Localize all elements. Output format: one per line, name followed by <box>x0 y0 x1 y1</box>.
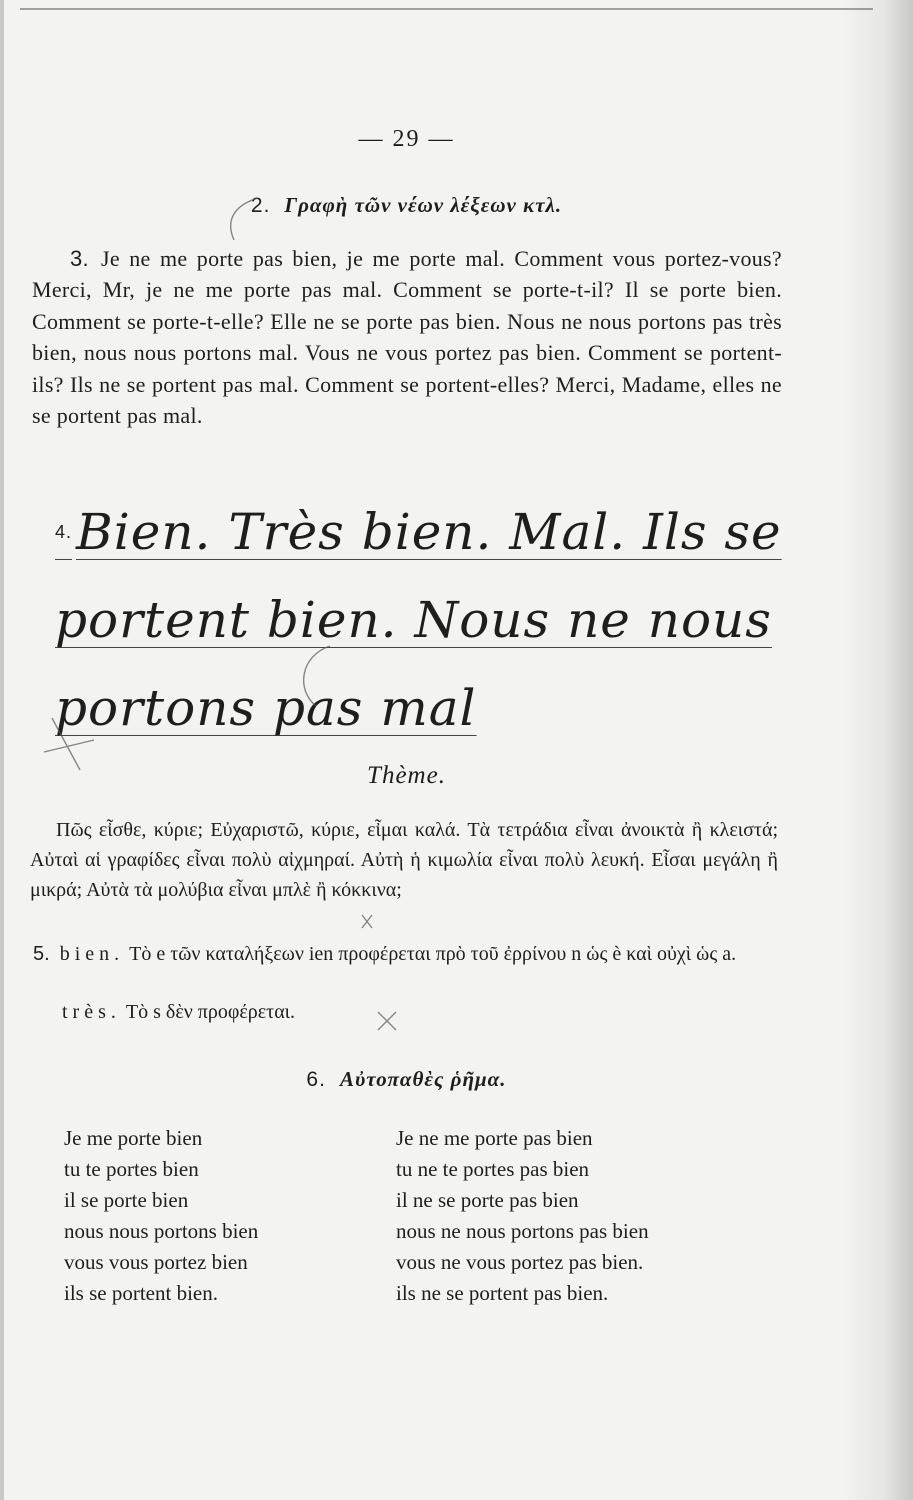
top-border <box>20 8 873 10</box>
conjugation-line: Je me porte bien <box>64 1126 203 1150</box>
theme-paragraph: Πῶς εἶσθε, κύριε; Εὐχαριστῶ, κύριε, εἶμαι καλά. Τὰ τετράδια εἶναι ἀνοικτὰ ἢ κλειστά; Αὐταὶ αἱ γραφίδες εἶναι πολὺ αἰχμηραί. Αὐτὴ ἡ κιμωλία εἶναι πολὺ λευκή. Εἶσαι μεγάλη ἢ μικρά; Αὐτὰ τὰ μολύβια εἶναι μπλὲ ἢ κόκκινα; <box>30 819 778 901</box>
section-number: 2. <box>250 194 271 217</box>
paragraph-text: Je ne me porte pas bien, je me porte mal. Comment vous portez-vous? Merci, Mr, je ne me porte pas mal. Comment se porte-t-il? Il se porte bien. Comment se porte-t-elle? Elle ne se porte pas bien. Nous ne nous portons pas très bien, nous nous portons mal. Vous ne vous portez pas bien. Comment se portent-ils? Ils ne se portent pas mal. Comment se portent-elles? Merci, Madame, elles ne se portent pas mal. <box>32 246 782 429</box>
section-number: 6. <box>306 1068 326 1091</box>
theme-heading: Thème. <box>367 762 446 789</box>
section-4-handwriting-exercise <box>55 488 785 752</box>
worn-page-edge <box>843 0 913 1500</box>
conjugation-line: tu te portes bien <box>64 1157 199 1181</box>
section-2-heading <box>0 193 813 218</box>
section-number: 5. <box>33 943 50 965</box>
script-line: portent bien. Nous ne nous <box>55 591 772 649</box>
pencil-cross-mark <box>362 915 372 928</box>
section-3-paragraph <box>32 243 782 431</box>
note-text: Τὸ e τῶν καταλήξεων ien προφέρεται πρὸ τοῦ ἐρρίνου n ὡς è καὶ οὐχὶ ὡς a. <box>129 943 737 965</box>
example-word: bien. <box>59 943 125 965</box>
conjugation-line: il ne se porte pas bien <box>396 1188 579 1212</box>
conjugation-line: il se porte bien <box>64 1188 189 1212</box>
conjugation-line: vous vous portez bien <box>64 1250 248 1274</box>
conjugation-line: ils se portent bien. <box>64 1281 218 1305</box>
section-5-note-tres <box>62 998 810 1027</box>
section-number: 4. <box>55 522 73 542</box>
conjugation-line: ils ne se portent pas bien. <box>396 1281 609 1305</box>
script-line: portons pas mal <box>55 679 477 737</box>
note-text: Τὸ s δὲν προφέρεται. <box>125 1001 296 1023</box>
section-6-heading <box>0 1067 813 1092</box>
script-line <box>55 488 785 576</box>
conjugation-line: tu ne te portes pas bien <box>396 1157 590 1181</box>
page-number: — 29 — <box>358 126 455 152</box>
section-5-note <box>30 940 778 969</box>
conjugation-line: Je ne me porte pas bien <box>396 1126 593 1150</box>
section-title: Αὐτοπαθὲς ῥῆμα. <box>339 1067 507 1091</box>
conjugation-affirmative <box>64 1123 364 1309</box>
conjugation-line: vous ne vous portez pas bien. <box>396 1250 644 1274</box>
conjugation-line: nous nous portons bien <box>64 1219 259 1243</box>
script-line-text: Bien. Très bien. Mal. Ils se <box>76 503 782 561</box>
conjugation-negative <box>396 1123 776 1309</box>
section-title: Γραφὴ τῶν νέων λέξεων κτλ. <box>284 193 563 217</box>
page-gutter-edge <box>0 0 4 1500</box>
example-word: très. <box>62 1001 121 1023</box>
conjugation-line: nous ne nous portons pas bien <box>396 1219 649 1243</box>
section-number: 3. <box>70 246 89 271</box>
